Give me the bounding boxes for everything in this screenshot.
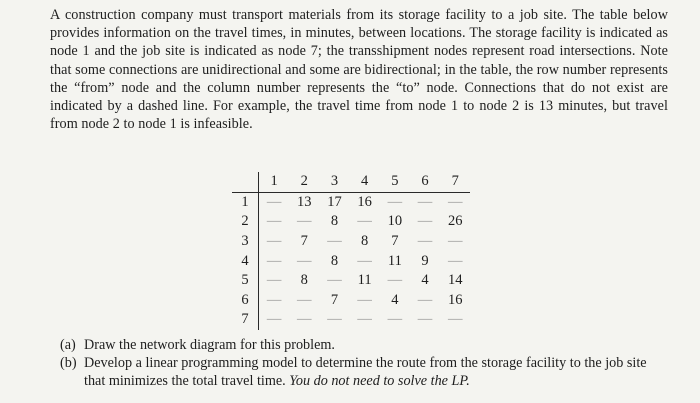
table-header-row xyxy=(232,172,470,192)
table-cell: — xyxy=(447,233,463,250)
question-a-text: Draw the network diagram for this problem. xyxy=(84,337,335,353)
row-header: 6 xyxy=(232,291,259,311)
table-cell: 16 xyxy=(447,291,463,308)
table-cell: — xyxy=(266,193,282,210)
table-cell: 8 xyxy=(330,213,339,230)
travel-time-table xyxy=(232,172,470,330)
table-row xyxy=(232,232,470,252)
table-cell: — xyxy=(266,311,282,328)
question-b-label: (b) xyxy=(60,355,77,371)
table-cell: — xyxy=(387,311,403,328)
col-header: 1 xyxy=(259,172,290,192)
col-header: 4 xyxy=(350,172,380,192)
table-cell: — xyxy=(297,311,312,328)
table-body xyxy=(232,192,470,330)
row-header: 7 xyxy=(232,310,259,330)
table-cell: — xyxy=(387,193,403,210)
table-cell: 7 xyxy=(330,291,339,308)
table-cell: 4 xyxy=(391,291,399,308)
table-cell: — xyxy=(327,272,342,289)
table-cell: 4 xyxy=(421,272,429,289)
table-cell: — xyxy=(417,311,433,328)
table-cell: — xyxy=(266,233,282,250)
row-header: 4 xyxy=(232,251,259,271)
table-row xyxy=(232,291,470,311)
question-b-note: You do not need to solve the LP. xyxy=(289,373,470,389)
table-cell: 17 xyxy=(327,193,342,210)
col-header: 3 xyxy=(319,172,349,192)
problem-statement: A construction company must transport materials from its storage facility to a job site. The table below provides information on the travel times, in minutes, between locations. The storage facility is indicated as node 1 and the job site is indicated as node 7; the transshipment nodes represent road intersections. Note that some connections are unidirectional and some are bidirectional; in the table, the row number represents the “from” node and the column number represents the “to” node. Connections that do not exist are indicated by a dashed line. For example, the travel time from node 1 to node 2 is 13 minutes, but travel from node 2 to node 1 is infeasible. xyxy=(50,7,668,133)
table-cell: — xyxy=(357,291,372,308)
table-cell: — xyxy=(417,213,433,230)
table-cell: — xyxy=(327,233,342,250)
table-cell: — xyxy=(266,213,282,230)
table-cell: — xyxy=(327,311,342,328)
table-corner-cell xyxy=(232,172,259,192)
table-cell: — xyxy=(266,252,282,269)
table-cell: — xyxy=(357,213,372,230)
question-a-label: (a) xyxy=(60,337,76,353)
table-cell: — xyxy=(297,291,312,308)
table-cell: — xyxy=(297,213,312,230)
table-cell: 10 xyxy=(387,213,403,230)
table-cell: — xyxy=(417,193,433,210)
row-header: 5 xyxy=(232,271,259,291)
question-b-text: Develop a linear programming model to determine the route from the storage facility to the job site that minimizes the total travel time. xyxy=(84,355,647,389)
table-cell: 26 xyxy=(447,213,463,230)
table-row xyxy=(232,251,470,271)
table-cell: 13 xyxy=(297,193,312,210)
table-cell: 11 xyxy=(357,272,372,289)
table-cell: — xyxy=(447,311,463,328)
table-cell: 8 xyxy=(300,272,308,289)
table-cell: 9 xyxy=(421,252,429,269)
col-header: 6 xyxy=(410,172,440,192)
table-cell: — xyxy=(447,252,463,269)
col-header: 7 xyxy=(440,172,470,192)
table-cell: — xyxy=(357,252,372,269)
question-b xyxy=(50,354,670,390)
table-cell: 11 xyxy=(387,252,402,269)
question-a xyxy=(50,336,670,354)
table-cell: — xyxy=(297,252,312,269)
table-cell: 8 xyxy=(330,252,339,269)
table-row xyxy=(232,192,470,212)
col-header: 2 xyxy=(289,172,319,192)
table-cell: 16 xyxy=(357,193,372,210)
col-header: 5 xyxy=(380,172,410,192)
table-cell: — xyxy=(417,291,433,308)
table-cell: — xyxy=(357,311,372,328)
table-cell: — xyxy=(387,272,403,289)
table-cell: — xyxy=(266,272,282,289)
table-row xyxy=(232,310,470,330)
table-row xyxy=(232,212,470,232)
table-cell: — xyxy=(417,233,433,250)
row-header: 2 xyxy=(232,212,259,232)
table-row xyxy=(232,271,470,291)
table-cell: — xyxy=(447,193,463,210)
table-cell: — xyxy=(266,291,282,308)
row-header: 3 xyxy=(232,232,259,252)
table-cell: 8 xyxy=(361,233,369,250)
row-header: 1 xyxy=(232,192,259,212)
table-cell: 14 xyxy=(447,272,463,289)
questions-section xyxy=(50,336,670,390)
table-cell: 7 xyxy=(391,233,399,250)
table-cell: 7 xyxy=(300,233,308,250)
